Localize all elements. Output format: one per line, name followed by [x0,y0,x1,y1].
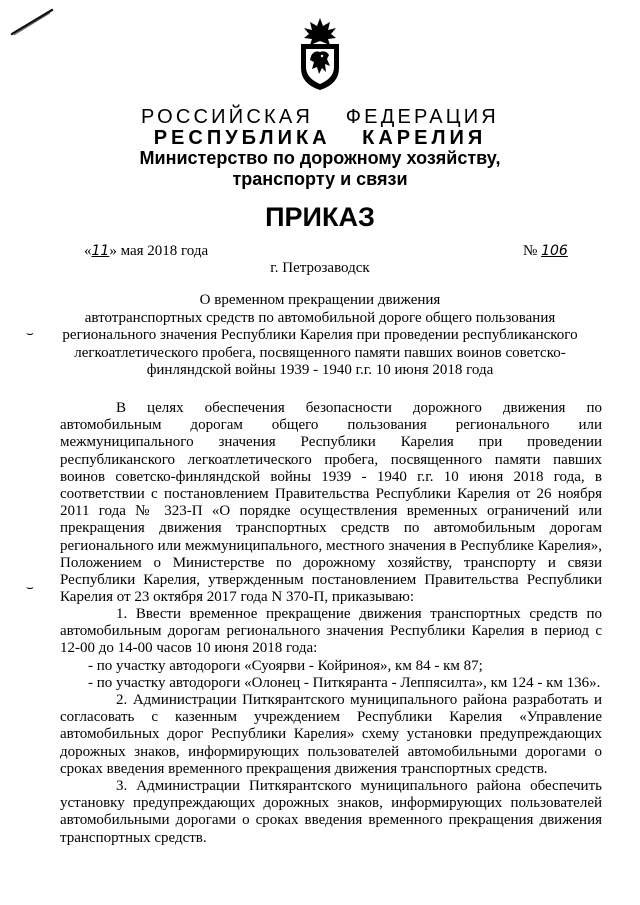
ministry-name [0,148,640,190]
ministry-line-2: транспорту и связи [232,169,408,189]
document-title: ПРИКАЗ [265,202,375,232]
order-item-2: 2. Администрации Питкярантского муниципального района разработать и согласовать с казенным учреждением Республики Карелия «Управление автомобильных дорог Республики Карелия» схему установки предупреждающих дорожных знаков, информирующих пользователей автомобильными дорогами о сроках введения временного прекращения движения транспортных средств. [60,692,602,777]
order-date [84,243,208,260]
city: г. Петрозаводск [270,260,370,276]
order-items [60,606,602,847]
subject-line: регионального значения Республики Карелия при проведении республиканского [62,327,578,343]
republic-name: РЕСПУБЛИКА КАРЕЛИЯ [153,127,487,149]
date-day-handwritten: 11 [91,243,110,259]
number-prefix: № [523,243,542,259]
subject-line: О временном прекращении движения [199,292,441,308]
date-rest: » мая 2018 года [109,243,209,259]
margin-mark: ⌣ [26,580,34,594]
ministry-line-1: Министерство по дорожному хозяйству, [139,148,501,168]
number-handwritten: 106 [541,243,568,259]
order-number [523,243,568,260]
order-subject [60,292,580,380]
margin-mark: ⌣ [26,326,34,340]
subject-line: легкоатлетического пробега, посвященного памяти павших воинов советско- [74,344,566,361]
preamble-block [60,400,602,606]
order-item-1-road-2: - по участку автодороги «Олонец - Питкяранта - Леппясилта», км 124 - км 136». [88,674,601,691]
subject-line: автотранспортных средств по автомобильной дороге общего пользования [84,309,556,326]
order-item-1: 1. Ввести временное прекращение движения транспортных средств по автомобильным дорогам регионального значения Республики Карелия в период с 12-00 до 14-00 часов 10 июня 2018 года: [60,606,602,657]
order-item-1-road-1: - по участку автодороги «Суоярви - Койриноя», км 84 - км 87; [88,657,483,674]
preamble-paragraph: В целях обеспечения безопасности дорожного движения по автомобильным дорогам общего пользования регионального или межмуниципального значения Республики Карелия при проведении республиканского легкоатлетического пробега, посвященного памяти павших воинов советско-финляндской войны 1939 - 1940 г.г. 10 июня 2018 года, в соответствии с постановлением Правительства Республики Карелия от 26 ноября 2011 года № 323-П «О порядке осуществления временных ограничений или прекращения движения транспортных средств по автомобильным дорогам регионального или межмуниципального, местного значения в Республике Карелия», Положением о Министерстве по дорожному хозяйству, транспорту и связи Республики Карелия, утвержденным постановлением Правительства Республики Карелия от 23 октября 2017 года N 370-П, приказываю: [60,400,602,606]
order-item-3: 3. Администрации Питкярантского муниципального района обеспечить установку предупреждающих дорожных знаков, информирующих пользователей автомобильными дорогами о сроках введения временного прекращения движения транспортных средств. [60,778,602,846]
date-open-quote: « [84,243,92,259]
subject-line: финляндской войны 1939 - 1940 г.г. 10 июня 2018 года [146,362,494,378]
country-name: РОССИЙСКАЯ ФЕДЕРАЦИЯ [141,106,499,128]
pen-stroke-mark [8,6,54,38]
karelia-coat-of-arms-icon [296,14,344,92]
